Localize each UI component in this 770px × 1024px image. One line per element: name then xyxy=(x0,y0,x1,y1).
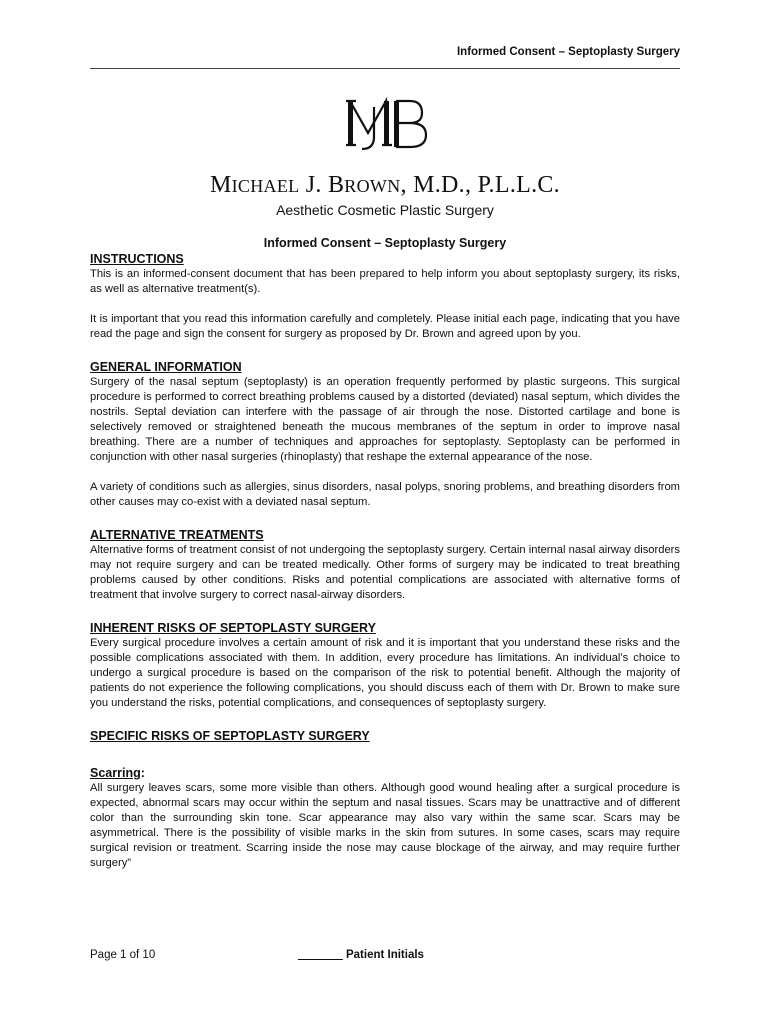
firm-name-initial-m: M xyxy=(210,172,232,198)
firm-name-ichael: ICHAEL xyxy=(231,176,300,196)
document-title: Informed Consent – Septoplasty Surgery xyxy=(263,236,507,250)
general-information-paragraph-1: Surgery of the nasal septum (septoplasty) is an operation frequently performed by plastic surgeons. This surgical procedure is performed to correct breathing problems caused by a distorted (deviated) nasal septum, which divides the nostrils. Septal deviation can interfere with the passage of air through the nose. Distorted cartilage and bone is selectively removed or straightened beneath the mucous membranes of the septum in order to improve nasal breathing. There are a number of techniques and approaches for septoplasty. Septoplasty can be performed in conjunction with other nasal surgeries (rhinoplasty) that reshape the external appearance of the nose. xyxy=(90,376,680,463)
patient-initials-field xyxy=(298,949,424,961)
header-divider xyxy=(90,68,680,69)
inherent-risks-paragraph: Every surgical procedure involves a certain amount of risk and it is important that you understand these risks and the possible complications associated with them. In addition, every procedure has limitations. An individual’s choice to undergo a surgical procedure is based on the comparison of the risk to potential benefit. Although the majority of patients do not experience the following complications, you should discuss each of them with Dr. Brown to make sure you understand the risks, potential complications, and consequences of septoplasty surgery. xyxy=(90,637,680,709)
general-information-heading: GENERAL INFORMATION xyxy=(90,360,242,374)
alternative-treatments-paragraph: Alternative forms of treatment consist of not undergoing the septoplasty surgery. Certain internal nasal airway disorders may not require surgery and can be treated medically. Other forms of surgery may be indicated to treat breathing problems caused by other conditions. Risks and potential complications are associated with alternative forms of treatment that involve surgery to correct nasal-airway disorders. xyxy=(90,544,680,601)
document-body xyxy=(90,252,680,871)
firm-subtitle: Aesthetic Cosmetic Plastic Surgery xyxy=(276,202,494,218)
running-header-title: Informed Consent – Septoplasty Surgery xyxy=(456,46,680,58)
instructions-paragraph-1: This is an informed-consent document that has been prepared to help inform you about septoplasty surgery, its risks, as well as alternative treatment(s). xyxy=(90,268,680,295)
scarring-paragraph: All surgery leaves scars, some more visible than others. Although good wound healing after a surgical procedure is expected, abnormal scars may occur within the septum and nasal tissues. Scars may be unattractive and of different color than the surrounding skin tone. Scar appearance may also vary within the same scar. Scars may be asymmetrical. There is the possibility of visible marks in the skin from sutures. In some cases, scars may require surgical revision or treatment. Scarring inside the nose may cause blockage of the airway, and may require further surgery” xyxy=(90,782,680,869)
alternative-treatments-heading: ALTERNATIVE TREATMENTS xyxy=(90,528,264,542)
general-information-paragraph-2: A variety of conditions such as allergies, sinus disorders, nasal polyps, snoring problems, and breathing disorders from other causes may co-exist with a deviated nasal septum. xyxy=(90,481,680,508)
firm-name-suffix: , M.D., P.L.L.C. xyxy=(400,172,560,198)
instructions-heading: INSTRUCTIONS xyxy=(90,252,184,266)
firm-name xyxy=(0,172,770,199)
firm-name-middle: J. xyxy=(299,172,328,198)
inherent-risks-heading: INHERENT RISKS OF SEPTOPLASTY SURGERY xyxy=(90,621,376,635)
mjb-monogram-logo xyxy=(344,93,428,155)
scarring-heading-colon: : xyxy=(140,766,145,780)
specific-risks-heading: SPECIFIC RISKS OF SEPTOPLASTY SURGERY xyxy=(90,729,370,743)
initials-blank-line: _______ xyxy=(298,949,343,961)
instructions-paragraph-2: It is important that you read this information carefully and completely. Please initial each page, indicating that you have read the page and sign the consent for surgery as proposed by Dr. Brown and agreed upon by you. xyxy=(90,313,680,340)
initials-label: Patient Initials xyxy=(342,949,424,961)
scarring-heading xyxy=(90,766,680,781)
scarring-heading-label: Scarring xyxy=(90,766,141,780)
firm-name-rown: ROWN xyxy=(344,176,401,196)
page-number: Page 1 of 10 xyxy=(90,949,156,961)
firm-name-initial-b: B xyxy=(327,172,345,198)
